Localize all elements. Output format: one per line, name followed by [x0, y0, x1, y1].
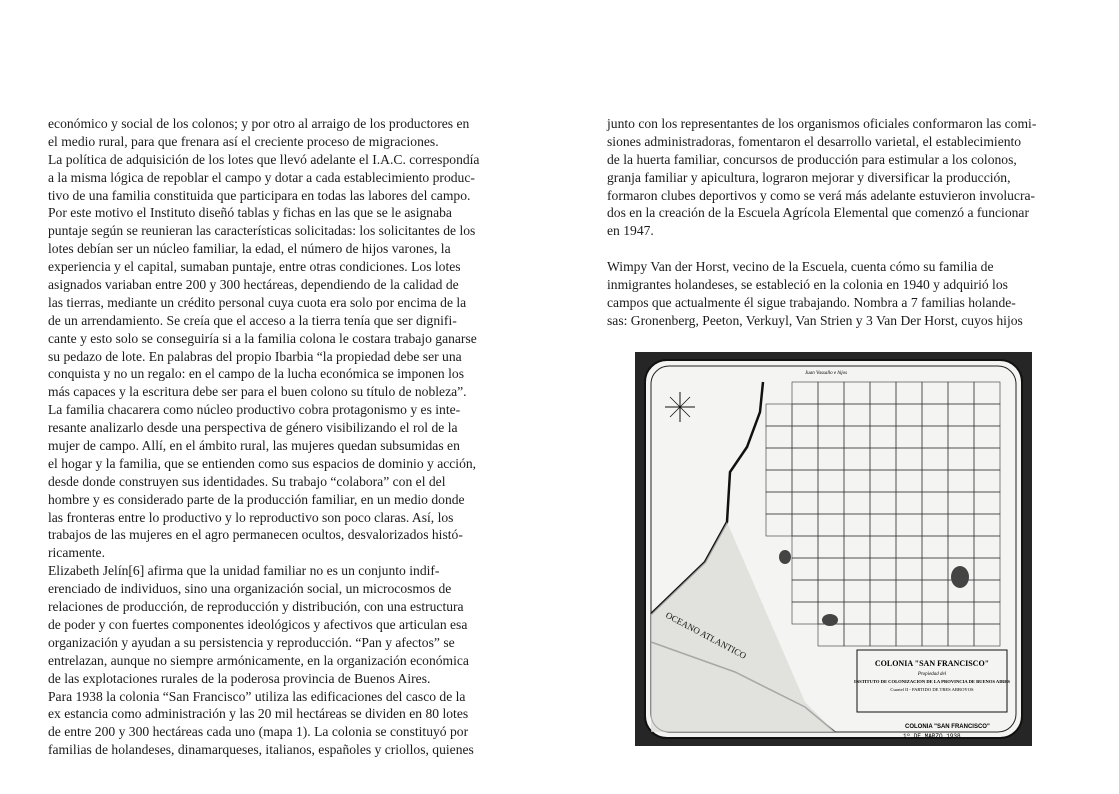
text-line: ricamente. [48, 545, 105, 561]
text-line: hombre y es considerado parte de la producción familiar, en un medio donde [48, 491, 465, 507]
text-line: La política de adquisición de los lotes que llevó adelante el I.A.C. correspondía [48, 151, 480, 167]
text-line: siones administradoras, fomentaron el desarrollo varietal, el establecimiento [607, 133, 1022, 149]
left-text-column [48, 115, 523, 759]
text-line: experiencia y el capital, sumaban puntaje, entre otras condiciones. Los lotes [48, 259, 461, 275]
text-line: organización y ayudan a su persistencia y reproducción. “Pan y afectos” se [48, 634, 455, 650]
text-line: conquista y no un regalo: en el campo de la lucha económica se imponen los [48, 366, 464, 382]
text-line: de entre 200 y 300 hectáreas cada uno (mapa 1). La colonia se constituyó por [48, 724, 469, 740]
text-line: familias de holandeses, dinamarqueses, italianos, españoles y criollos, quienes [48, 742, 474, 758]
colony-map-image [635, 352, 1032, 746]
text-line: granja familiar y apicultura, lograron mejorar y diversificar la producción, [607, 169, 1011, 185]
paragraph-gap [607, 240, 1072, 258]
text-line: formaron clubes deportivos y como se verá más adelante estuvieron involucra- [607, 187, 1036, 203]
text-line: mujer de campo. Allí, en el ámbito rural, las mujeres quedan subsumidas en [48, 438, 460, 454]
map-district: Cuartel II - PARTIDO DE TRES ARROYOS [890, 687, 974, 692]
text-line: su pedazo de lote. En palabras del propio Ibarbia “la propiedad debe ser una [48, 348, 462, 364]
text-line: el hogar y la familia, que se entienden como sus espacios de dominio y acción, [48, 455, 477, 471]
text-line: ex estancia como administración y las 20 mil hectáreas se dividen en 80 lotes [48, 706, 469, 722]
text-line: erenciado de individuos, sino una organización social, un microcosmos de [48, 581, 452, 597]
text-line: a la misma lógica de repoblar el campo y dotar a cada establecimiento produc- [48, 169, 475, 185]
text-line: desde donde construyen sus identidades. Su trabajo “colabora” con el del [48, 473, 446, 489]
colony-map-drawing [635, 352, 1032, 746]
text-line: campos que actualmente él sigue trabajando. Nombra a 7 familias holande- [607, 294, 1016, 310]
text-line: más capaces y la escritura debe ser para el buen colono su título de nobleza”. [48, 384, 467, 400]
map-north-road-label: Juan Vassallo e hijos [805, 371, 848, 376]
lagoon [822, 614, 838, 626]
ocean-label: OCEANO ATLANTICO [664, 609, 749, 661]
text-line: Wimpy Van der Horst, vecino de la Escuela, cuenta cómo su familia de [607, 259, 994, 275]
text-line: de poder y con fuertes componentes ideológicos y afectivos que articulan esa [48, 616, 468, 632]
map-title: COLONIA "SAN FRANCISCO" [874, 659, 990, 668]
text-line: de las explotaciones rurales de la poderosa provincia de Buenos Aires. [48, 670, 431, 686]
text-line: dos en la creación de la Escuela Agrícola Elemental que comenzó a funcionar [607, 205, 1029, 221]
text-line: Por este motivo el Instituto diseñó tablas y fichas en las que se le asignaba [48, 205, 452, 221]
text-line: de un arrendamiento. Se creía que el acceso a la tierra tenía que ser dignifi- [48, 312, 457, 328]
lagoon [951, 566, 969, 588]
text-line: tivo de una familia constituida que participara en todas las labores del campo. [48, 187, 471, 203]
map-subtitle: Propiedad del [917, 672, 947, 677]
lagoon [779, 550, 791, 564]
text-line: puntaje según se reunieran las características solicitadas: los solicitantes de los [48, 223, 476, 239]
text-line: de la huerta familiar, concursos de producción para estimular a los colonos, [607, 151, 1017, 167]
text-line: trabajos de las mujeres en el agro permanecen ocultos, desvalorizados histó- [48, 527, 463, 543]
map-institute: INSTITUTO DE COLONIZACION DE LA PROVINCIA DE BUENOS AIRES [854, 679, 1010, 684]
text-line: Elizabeth Jelín[6] afirma que la unidad familiar no es un conjunto indif- [48, 563, 440, 579]
right-text-column [607, 115, 1072, 330]
text-line: Para 1938 la colonia “San Francisco” utiliza las edificaciones del casco de la [48, 688, 466, 704]
text-line: relaciones de producción, de reproducción y distribución, con una estructura [48, 599, 464, 615]
text-line: junto con los representantes de los organismos oficiales conformaron las comi- [607, 116, 1037, 131]
text-line: cante y esto solo se conseguiría si a la familia colona le costara trabajo ganarse [48, 330, 477, 346]
text-line: entrelazan, aunque no siempre armónicamente, en la organización económica [48, 652, 469, 668]
text-line: inmigrantes holandeses, se estableció en la colonia en 1940 y adquirió los [607, 277, 1008, 293]
text-line: resante analizarlo desde una perspectiva de género visibilizando el rol de la [48, 420, 458, 436]
text-line: asignados variaban entre 200 y 300 hectáreas, dependiendo de la calidad de [48, 277, 459, 293]
text-line: las tierras, mediante un crédito personal cuya cuota era solo por encima de la [48, 294, 467, 310]
text-line: sas: Gronenberg, Peeton, Verkuyl, Van Strien y 3 Van Der Horst, cuyos hijos [607, 312, 1023, 328]
map-caption-title: COLONIA "SAN FRANCISCO" [905, 724, 990, 730]
map-caption-date: 1º DE MARZO 1938 [903, 733, 961, 740]
text-line: las fronteras entre lo productivo y lo reproductivo son poco claras. Así, los [48, 509, 454, 525]
text-line: lotes debían ser un núcleo familiar, la edad, el número de hijos varones, la [48, 241, 451, 257]
text-line: económico y social de los colonos; y por otro al arraigo de los productores en [48, 116, 470, 131]
text-line: en 1947. [607, 223, 654, 239]
text-line: La familia chacarera como núcleo productivo cobra protagonismo y es inte- [48, 402, 461, 418]
text-line: el medio rural, para que frenara así el creciente proceso de migraciones. [48, 133, 439, 149]
